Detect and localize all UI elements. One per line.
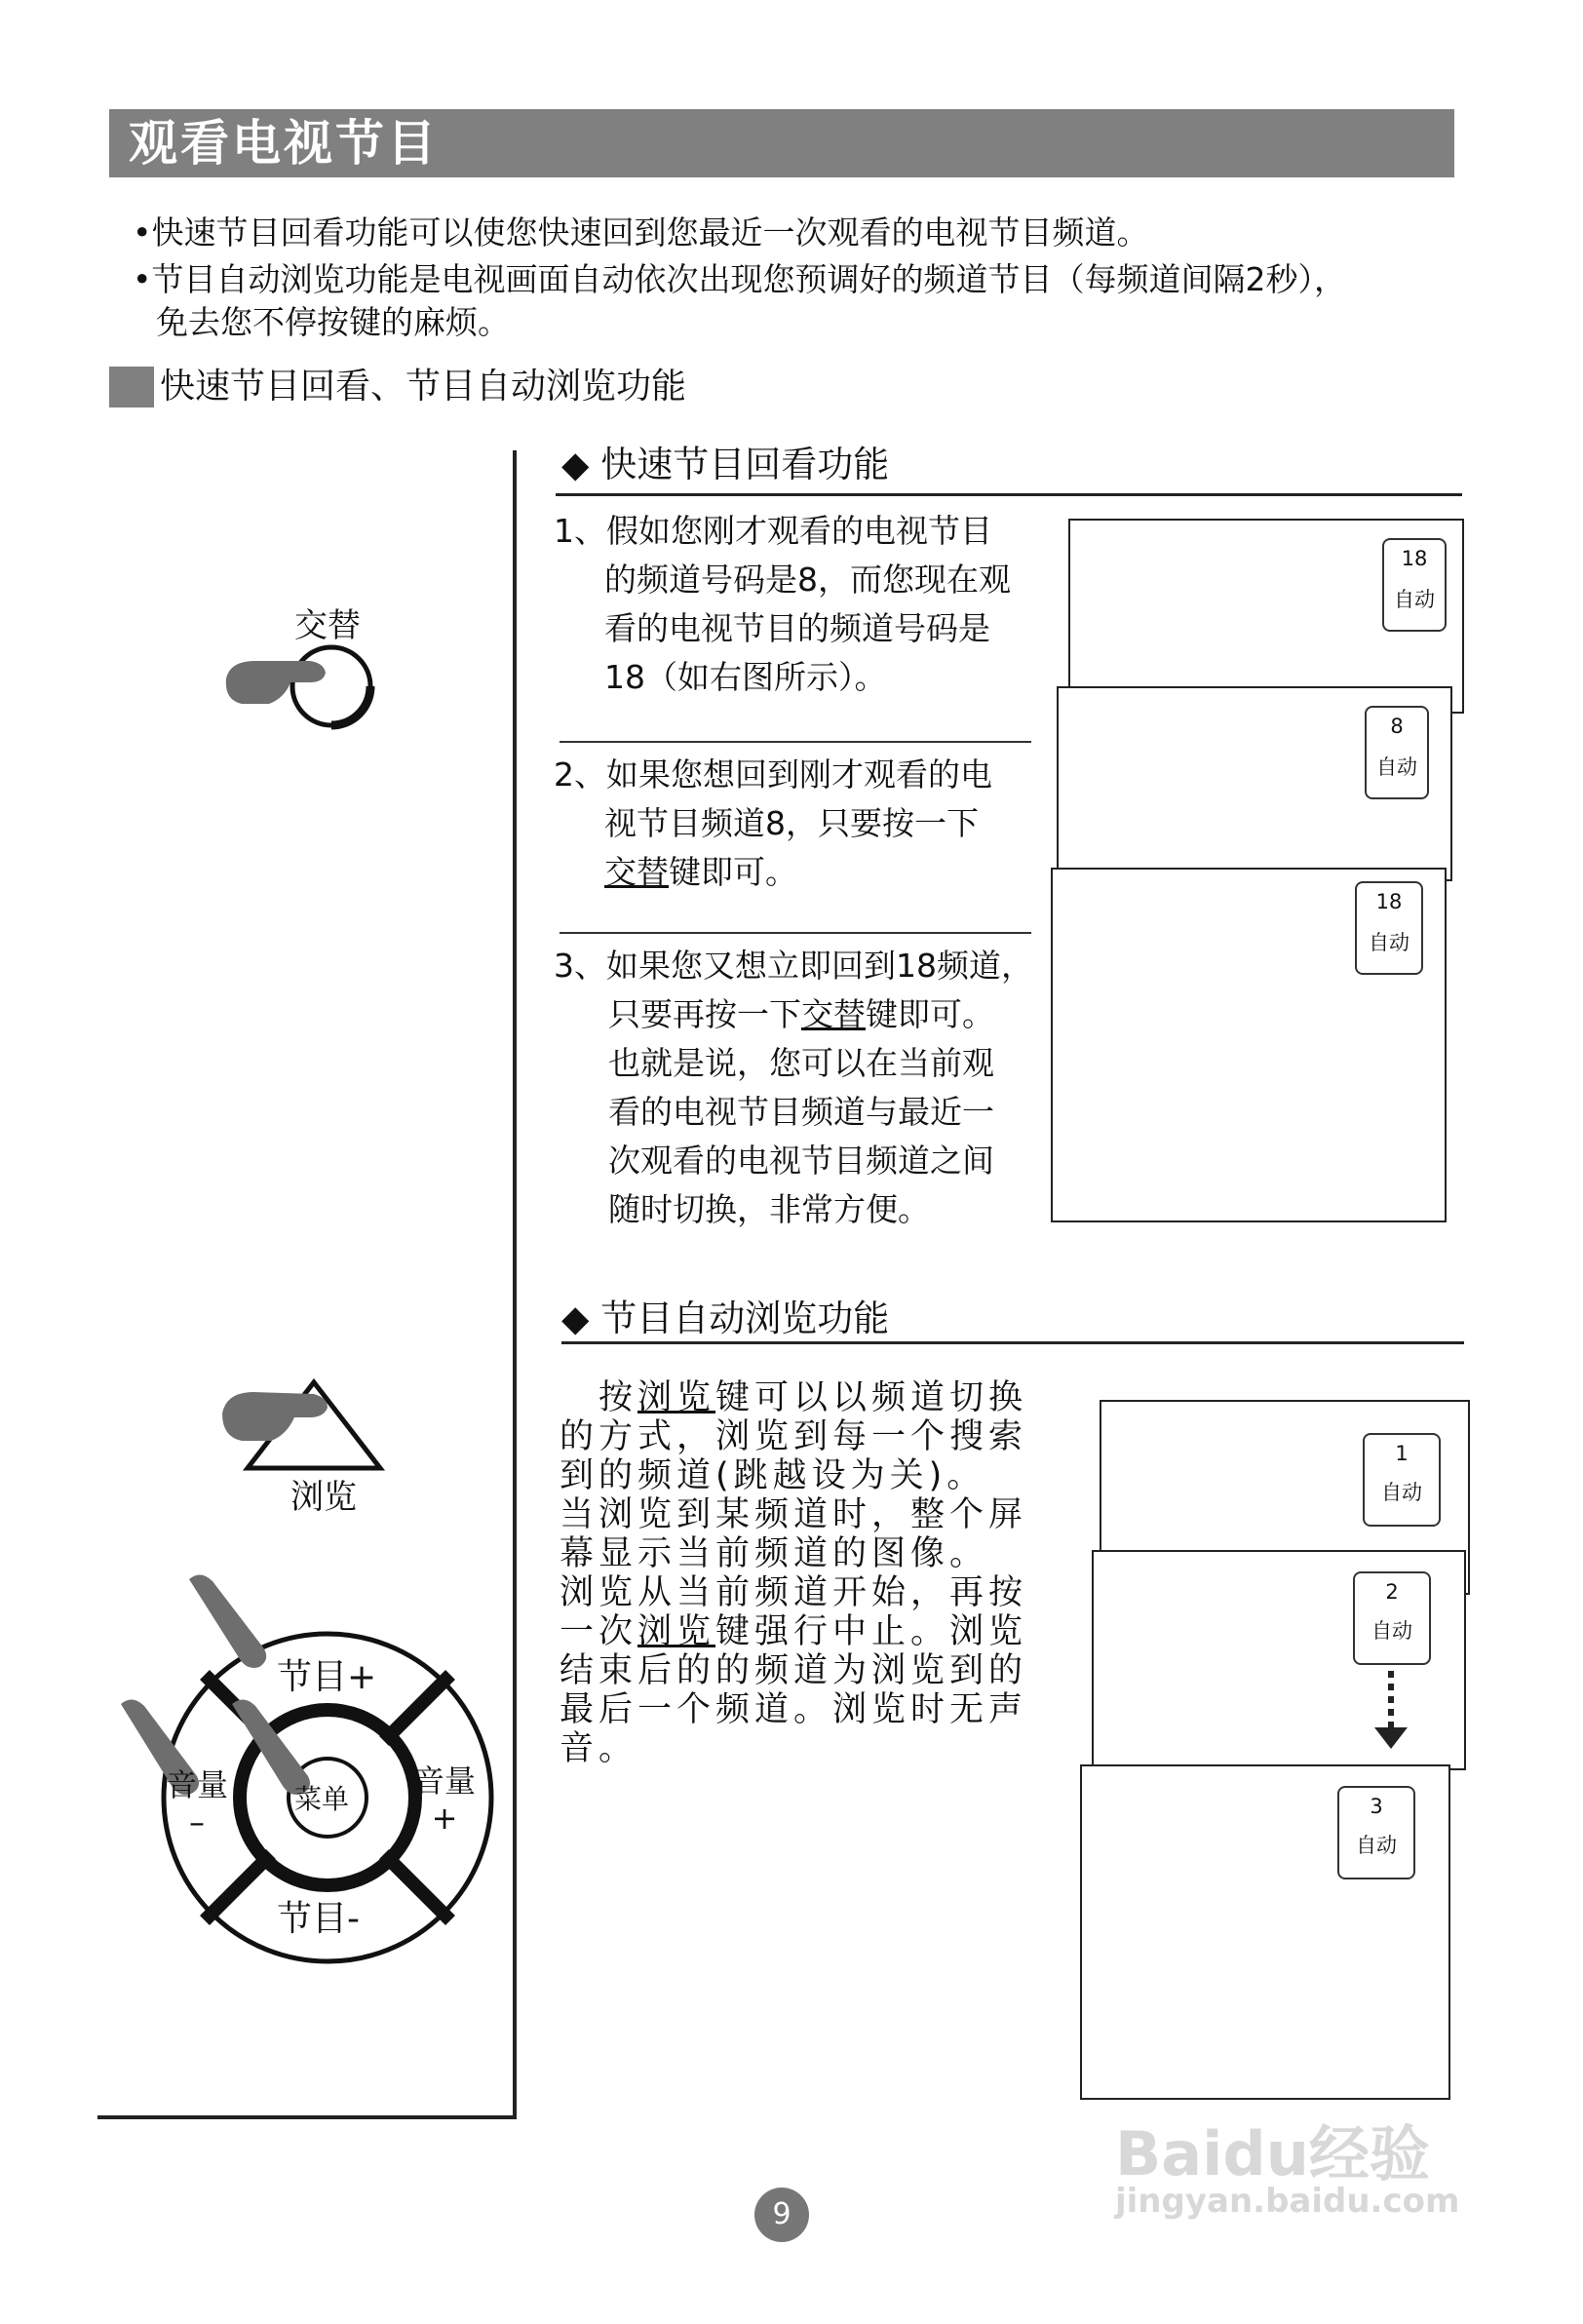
swap-key-ref: 交替 (604, 853, 669, 891)
recall-heading-rule (556, 493, 1462, 496)
browse-description: 按浏览键可以以频道切换 的方式，浏览到每一个搜索 到的频道(跳越设为关)。 当浏览到某频道时，整个屏 幕显示当前频道的图像。 浏览从当前频道开始，再按 一次浏览键强行中止。浏览 结束后的的频道为浏览到的 最后一个频道。浏览时无声 音。 (560, 1378, 1028, 1768)
browse-button-icon (216, 1375, 392, 1482)
section-marker (109, 367, 154, 407)
recall-step-3: 3、如果您又想立即回到18频道， 只要再按一下交替键即可。 也就是说，您可以在当前观 看的电视节目频道与最近一 次观看的电视节目频道之间 随时切换，非常方便。 (554, 947, 1033, 1228)
swap-key-ref: 交替 (801, 995, 866, 1033)
browse-button-label: 浏览 (290, 1478, 357, 1517)
browse-key-ref: 浏览 (637, 1612, 716, 1651)
column-bottom-rule (97, 2115, 517, 2119)
recall-step-1: 1、假如您刚才观看的电视节目 的频道号码是8，而您现在观 看的电视节目的频道号码是 18（如右图所示）。 (554, 512, 1011, 696)
channel-indicator: 8 自动 (1365, 706, 1429, 799)
column-divider (513, 450, 517, 2119)
tv-screen-browse-3 (1080, 1764, 1450, 2100)
volume-down-button: 音量 – (166, 1766, 229, 1840)
step-rule-2 (560, 932, 1031, 934)
program-up-button: 节目+ (277, 1657, 377, 1697)
channel-indicator: 18 自动 (1382, 538, 1447, 632)
watermark-logo: Baidu经验 (1115, 2118, 1430, 2189)
browse-key-ref: 浏览 (637, 1378, 716, 1417)
channel-indicator: 3 自动 (1337, 1786, 1415, 1879)
recall-heading: ◆ 快速节目回看功能 (561, 444, 890, 485)
channel-indicator: 1 自动 (1363, 1433, 1441, 1527)
volume-up-button: 音量 + (413, 1762, 477, 1837)
browse-heading: ◆ 节目自动浏览功能 (561, 1298, 890, 1339)
channel-indicator: 2 自动 (1353, 1571, 1431, 1665)
intro-bullet-2: •节目自动浏览功能是电视画面自动依次出现您预调好的频道节目（每频道间隔2秒）， (133, 260, 1346, 298)
browse-heading-rule (561, 1341, 1464, 1344)
program-down-button: 节目- (277, 1899, 360, 1939)
pressing-hand-icon (189, 1574, 266, 1668)
section-title: 快速节目回看、节目自动浏览功能 (160, 367, 687, 407)
tv-screen-2 (1057, 686, 1452, 881)
watermark-url: jingyan.baidu.com (1115, 2182, 1460, 2221)
tv-screen-3 (1051, 868, 1447, 1222)
swap-button-icon (216, 639, 382, 737)
page-number: 9 (754, 2188, 809, 2242)
channel-indicator: 18 自动 (1355, 881, 1423, 975)
tv-screen-1 (1068, 519, 1464, 714)
tv-screen-browse-2 (1092, 1550, 1466, 1770)
recall-step-2: 2、如果您想回到刚才观看的电 视节目频道8，只要按一下 交替键即可。 (554, 755, 992, 891)
dotted-down-arrow-icon (1367, 1669, 1415, 1753)
page-title: 观看电视节目 (129, 115, 439, 172)
intro-bullet-1: •快速节目回看功能可以使您快速回到您最近一次观看的电视节目频道。 (133, 213, 1149, 252)
step-rule-1 (560, 741, 1031, 743)
swap-button-label: 交替 (294, 606, 361, 645)
menu-button: 菜单 (294, 1783, 350, 1815)
intro-bullet-2-cont: 免去您不停按键的麻烦。 (156, 303, 510, 341)
